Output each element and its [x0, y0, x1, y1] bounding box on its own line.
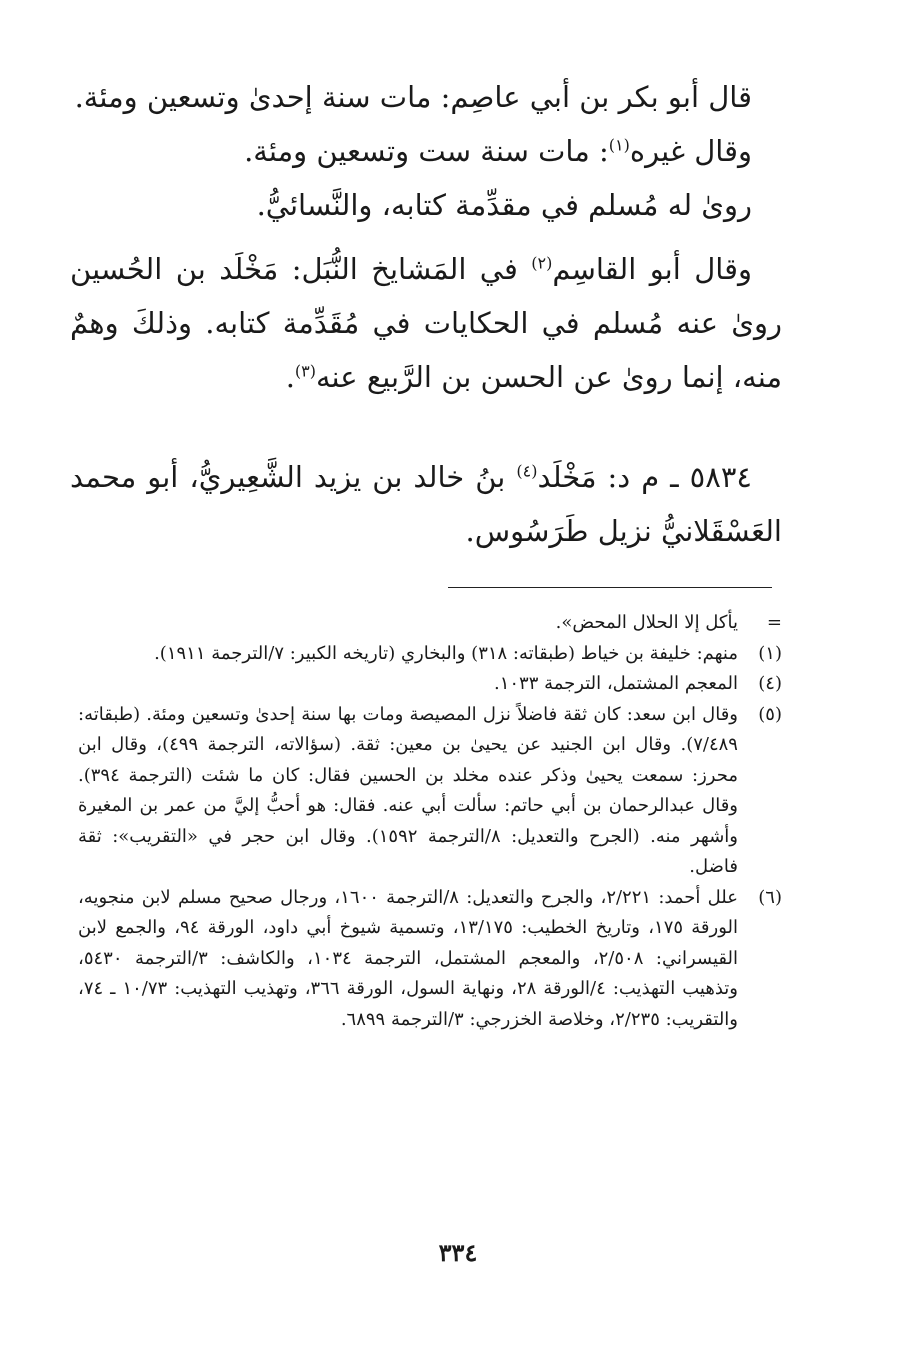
- entry-heading: ٥٨٣٤ ـ م د: مَخْلَد: [537, 460, 752, 494]
- paragraph-text: : مات سنة ست وتسعين ومئة.: [244, 134, 609, 168]
- footnote-number: (١): [758, 642, 782, 664]
- paragraph-text: وقال غيره: [629, 134, 752, 168]
- footnote-number: (٦): [758, 886, 782, 908]
- footnote-number: (٥): [758, 703, 782, 725]
- paragraph-text: روىٰ له مُسلم في مقدِّمة كتابه، والنَّسائيُّ.: [256, 188, 752, 222]
- footnote-ref-3: (٣): [294, 361, 316, 381]
- footnote-text: علل أحمد: ٢/٢٢١، والجرح والتعديل: ٨/الترجمة ١٦٠٠، ورجال صحيح مسلم لابن منجويه، الورقة ١٧٥، وتاريخ الخطيب: ١٣/١٧٥، وتسمية شيوخ أبي داود، الورقة ٩٤، والجمع لابن القيسراني: ٢/٥٠٨، والمعجم المشتمل، الترجمة ١٠٣٤، والكاشف: ٣/الترجمة ٥٤٣٠، وتذهيب التهذيب: ٤/الورقة ٢٨، ونهاية السول، الورقة ٣٦٦، وتهذيب التهذيب: ١٠/٧٣ ـ ٧٤، والتقريب: ٢/٢٣٥، وخلاصة الخزرجي: ٣/الترجمة ٦٨٩٩.: [78, 886, 739, 1030]
- footnote-1: [78, 639, 782, 670]
- footnote-number: =: [766, 612, 782, 633]
- footnote-6: [78, 883, 782, 1036]
- spacer: [70, 232, 782, 242]
- footnote-ref-2: (٢): [531, 253, 553, 273]
- paragraph-death-date: [70, 70, 782, 124]
- paragraph-text: قال أبو بكر بن أبي عاصِم: مات سنة إحدىٰ وتسعين ومئة.: [74, 80, 752, 114]
- paragraph-text: .: [285, 360, 295, 394]
- footnote-text: يأكل إلا الحلال المحض».: [555, 612, 738, 633]
- footnote-text: المعجم المشتمل، الترجمة ١٠٣٣.: [493, 673, 738, 694]
- footnote-ref-4: (٤): [516, 461, 538, 481]
- page-number: ٣٣٤: [438, 1238, 478, 1267]
- main-text: [70, 70, 782, 558]
- footnote-divider: [448, 587, 772, 588]
- entry-text: بنُ خالد بن يزيد الشَّعِيريُّ، أبو محمد العَسْقَلانيُّ نزيل طَرَسُوس.: [70, 460, 782, 548]
- paragraph-other-opinion: [70, 124, 782, 178]
- spacer: [70, 404, 782, 450]
- biography-entry: [70, 450, 782, 558]
- footnote-4: [78, 669, 782, 700]
- paragraph-narrators: [70, 178, 782, 232]
- paragraph-abu-alqasim: [70, 242, 782, 404]
- footnote-ref-1: (١): [608, 135, 630, 155]
- footnotes: [78, 608, 782, 1035]
- footnote-number: (٤): [758, 673, 782, 694]
- paragraph-text: في المَشايخ النُّبَل: مَخْلَد بن الحُسين روىٰ عنه مُسلم في الحكايات في مُقَدِّمة كتابه. وذلكَ وهمٌ منه، إنما روىٰ عن الحسن بن الرَّبيع عنه: [70, 252, 782, 394]
- paragraph-text: وقال أبو القاسِم: [552, 252, 752, 286]
- footnote-5: [78, 700, 782, 883]
- footnote-text: وقال ابن سعد: كان ثقة فاضلاً نزل المصيصة ومات بها سنة إحدىٰ وتسعين ومئة. (طبقاته: ٧/٤٨٩). وقال ابن الجنيد عن يحيىٰ بن معين: ثقة. (سؤالاته، الترجمة ٤٩٩)، وقال ابن محرز: سمعت يحيىٰ وذكر عنده مخلد بن الحسين فقال: كان ما شئت (الترجمة ٣٩٤). وقال عبدالرحمان بن أبي حاتم: سألت أبي عنه. فقال: هو أحبُّ إليَّ من عمر بن المغيرة وأشهر منه. (الجرح والتعديل: ٨/الترجمة ١٥٩٢). وقال ابن حجر في «التقريب»: ثقة فاضل.: [78, 703, 738, 877]
- footnote-text: منهم: خليفة بن خياط (طبقاته: ٣١٨) والبخاري (تاريخه الكبير: ٧/الترجمة ١٩١١).: [154, 642, 738, 664]
- footnote-continued: [78, 608, 782, 639]
